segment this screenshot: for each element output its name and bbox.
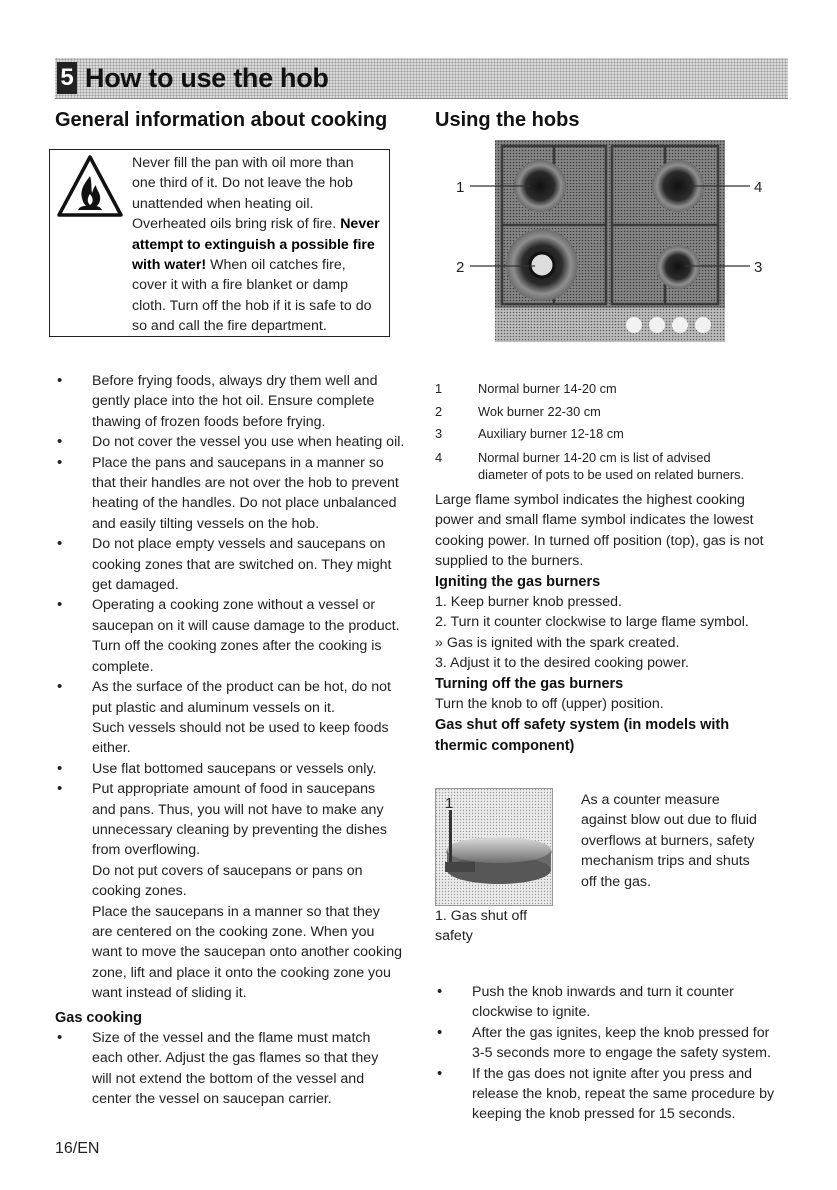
caption-line: 1. Gas shut off	[435, 908, 528, 924]
bullet-line: gently place into the hot oil. Ensure complete	[92, 393, 375, 410]
bullet-line: • Before frying foods, always dry them well and	[92, 373, 378, 389]
bullet-line: and pans. Thus, you will not have to make any	[92, 801, 384, 818]
legend-text: Wok burner 22-30 cm	[478, 403, 601, 419]
warning-line: cover it with a fire blanket or damp	[132, 277, 349, 294]
caption-line: safety	[435, 928, 473, 945]
bullet-line: center the vessel on saucepan carrier.	[92, 1091, 332, 1108]
legend-number: 2	[435, 403, 443, 419]
warning-line-part: Overheated oils bring risk of fire.	[132, 216, 337, 233]
legend-item	[435, 401, 785, 424]
warning-line: one third of it. Do not leave the hob	[132, 175, 353, 192]
bullet-line: • Operating a cooking zone without a vessel or	[92, 597, 376, 614]
thermocouple-diagram	[435, 788, 553, 906]
bullet-item	[55, 432, 410, 452]
warning-bold: Never	[340, 216, 380, 233]
bullet-line: release the knob, repeat the same procedure by	[472, 1086, 775, 1103]
warning-line-part: When oil catches fire,	[210, 257, 346, 274]
bullet-line: are centered on the cooking zone. When you	[92, 923, 375, 940]
bullet-line: saucepan on it will cause damage to the product.	[92, 617, 400, 634]
bullet-line: either.	[92, 740, 131, 757]
bullet-line: complete.	[92, 658, 154, 675]
legend-text: diameter of pots to be used on related burners.	[478, 466, 745, 482]
knob	[695, 317, 711, 333]
fire-warning-box	[49, 149, 390, 337]
hob-label-2: 2	[456, 259, 465, 276]
bullet-line: that their handles are not over the hob to prevent	[92, 475, 399, 492]
warning-line: cloth. Turn off the hob if it is safe to do	[132, 297, 372, 314]
warning-line: Never fill the pan with oil more than	[132, 155, 354, 171]
hob-label-4: 4	[754, 179, 763, 196]
bullet-line: each other. Adjust the gas flames so that they	[92, 1050, 379, 1067]
warning-line: unattended when heating oil.	[132, 195, 314, 212]
bullet-line: Place the saucepans in a manner so that they	[92, 903, 380, 920]
hob-label-3: 3	[754, 259, 763, 276]
igniting-heading: Igniting the gas burners	[435, 573, 601, 590]
legend-item	[435, 378, 785, 401]
bullet-line: from overflowing.	[92, 842, 201, 859]
warning-text	[132, 153, 387, 337]
safety-description	[581, 790, 791, 892]
bullet-line: zone, lift and place it onto the cooking zone you	[92, 964, 391, 981]
using-hobs-heading: Using the hobs	[435, 109, 580, 131]
hob-diagram	[440, 140, 780, 342]
bullet-line: • As the surface of the product can be hot, do not	[92, 679, 391, 696]
intro-paragraph	[435, 490, 785, 572]
section-number: 5	[57, 62, 77, 94]
bullet-line: Turn off the cooking zones after the cooking is	[92, 638, 382, 655]
bullet-line: cooking zones that are switched on. They might	[92, 556, 392, 573]
using-hobs-column	[435, 490, 785, 756]
igniting-step: 1. Keep burner knob pressed.	[435, 594, 622, 611]
legend-text: Normal burner 14-20 cm is list of advised	[478, 449, 711, 465]
legend-item	[435, 423, 785, 446]
safety-description-line: As a counter measure	[581, 792, 720, 808]
bullet-item	[55, 677, 410, 759]
bullet-line: • Use flat bottomed saucepans or vessels only.	[92, 760, 377, 777]
burner-auxiliary	[656, 245, 700, 289]
bullet-line: put plastic and aluminum vessels on it.	[92, 699, 335, 716]
section-title: How to use the hob	[85, 63, 329, 93]
igniting-step: 3. Adjust it to the desired cooking power.	[435, 655, 689, 672]
bullet-line: will not extend the bottom of the vessel and	[92, 1070, 365, 1087]
turning-off-heading: Turning off the gas burners	[435, 675, 624, 692]
bullet-item	[435, 1023, 785, 1064]
bullet-item	[55, 759, 410, 779]
intro-line: Large flame symbol indicates the highest cooking	[435, 492, 745, 508]
knob	[672, 317, 688, 333]
safety-description-line: mechanism trips and shuts	[581, 853, 750, 870]
legend-text: Auxiliary burner 12-18 cm	[478, 426, 624, 442]
intro-line: cooking power. In turned off position (top), gas is not	[435, 532, 764, 549]
bullet-line: get damaged.	[92, 577, 179, 594]
warning-line	[132, 235, 387, 255]
safety-description-line: against blow out due to fluid	[581, 812, 757, 829]
bullet-item	[55, 1028, 410, 1110]
bullet-line: want instead of sliding it.	[92, 985, 247, 1002]
igniting-steps	[435, 592, 785, 674]
bullet-line: clockwise to ignite.	[472, 1004, 591, 1021]
igniting-step: » Gas is ignited with the spark created.	[435, 634, 680, 651]
bullet-line: • Do not place empty vessels and saucepans on	[92, 536, 386, 553]
bullet-line: keeping the knob pressed for 15 seconds.	[472, 1106, 736, 1123]
legend-number: 4	[435, 449, 443, 465]
bullet-item	[55, 453, 410, 535]
bullet-line: cooking zones.	[92, 883, 187, 900]
safety-heading-2: thermic component)	[435, 737, 575, 754]
intro-line: power and small flame symbol indicates the lowest	[435, 512, 754, 529]
warning-bold: attempt to extinguish a possible fire	[132, 236, 375, 253]
burner-legend	[435, 378, 785, 483]
safety-heading-1: Gas shut off safety system (in models with	[435, 717, 730, 734]
legend-item	[435, 446, 785, 483]
safety-list	[435, 982, 785, 1125]
bullet-line: thawing of frozen foods before frying.	[92, 413, 326, 430]
thermocouple-caption	[435, 906, 555, 947]
bullet-line: want to move the saucepan onto another cooking	[92, 944, 402, 961]
bullet-line: • After the gas ignites, keep the knob pressed for	[472, 1024, 770, 1041]
bullet-item	[435, 1064, 785, 1125]
warning-bold: with water!	[132, 257, 207, 274]
knob	[649, 317, 665, 333]
bullet-line: • Do not cover the vessel you use when heating oil.	[92, 434, 405, 451]
bullet-item	[55, 534, 410, 595]
thermo-label-1: 1	[445, 795, 454, 812]
bullet-line: • Place the pans and saucepans in a manner so	[92, 454, 384, 471]
section-header	[55, 58, 788, 99]
igniting-step: 2. Turn it counter clockwise to large flame symbol.	[435, 614, 749, 631]
warning-line	[132, 214, 387, 234]
bullet-line: • Size of the vessel and the flame must match	[92, 1030, 371, 1046]
bullet-line: Do not put covers of saucepans or pans on	[92, 862, 363, 879]
safety-description-line: off the gas.	[581, 873, 651, 890]
turning-off-text: Turn the knob to off (upper) position.	[435, 696, 664, 713]
warning-line: so and call the fire department.	[132, 318, 327, 335]
bullet-line: • Put appropriate amount of food in saucepans	[92, 781, 376, 798]
bullet-item	[55, 371, 410, 432]
legend-text: Normal burner 14-20 cm	[478, 381, 617, 396]
knob	[626, 317, 642, 333]
gas-cooking-heading: Gas cooking	[55, 1009, 143, 1026]
hob-label-1: 1	[456, 179, 465, 196]
safety-bullets-column	[435, 982, 785, 1125]
bullet-line: Such vessels should not be used to keep foods	[92, 719, 389, 736]
general-info-heading: General information about cooking	[55, 109, 388, 131]
legend-number: 3	[435, 426, 443, 442]
warning-line	[132, 255, 387, 275]
legend-number: 1	[435, 381, 443, 396]
intro-line: supplied to the burners.	[435, 553, 584, 570]
general-info-list	[55, 371, 410, 1004]
bullet-line: heating of the handles. Do not place unbalanced	[92, 495, 397, 512]
bullet-item	[435, 982, 785, 1023]
fire-warning-icon	[56, 154, 124, 218]
bullet-line: 3-5 seconds more to engage the safety system.	[472, 1045, 771, 1062]
bullet-line: • Push the knob inwards and turn it counter	[472, 984, 734, 1000]
bullet-item	[55, 595, 410, 677]
bullet-item	[55, 779, 410, 1003]
gas-cooking-list	[55, 1028, 410, 1110]
bullet-line: and easily tilting vessels on the hob.	[92, 515, 320, 532]
bullet-line: unnecessary cleaning by preventing the dishes	[92, 821, 387, 838]
page-number: 16/EN	[55, 1140, 100, 1157]
general-info-column	[55, 371, 410, 1110]
bullet-line: • If the gas does not ignite after you press and	[472, 1065, 752, 1082]
safety-description-line: overflows at burners, safety	[581, 832, 755, 849]
